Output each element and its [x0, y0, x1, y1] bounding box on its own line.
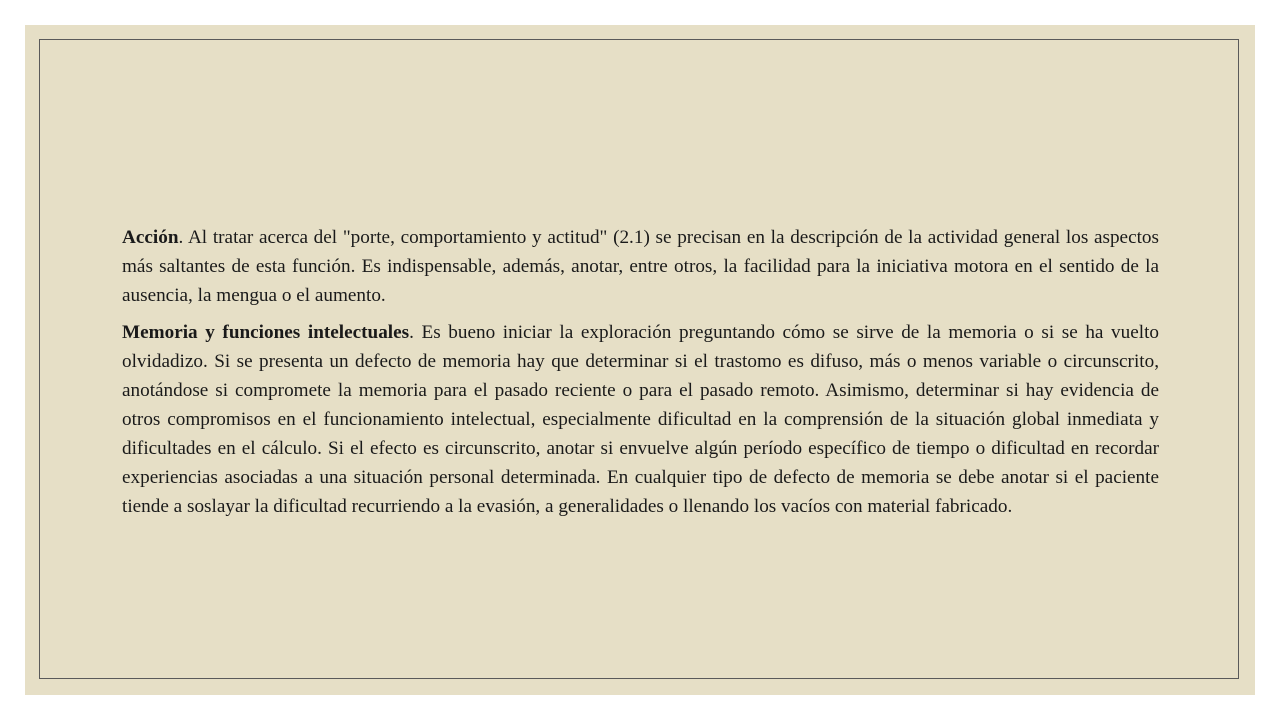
paragraph-text: . Al tratar acerca del "porte, comportamiento y actitud" (2.1) se precisan en la descripción de la actividad general los aspectos más saltantes de esta función. Es indispensable, además, anotar, entre otros, la facilidad para la iniciativa motora en el sentido de la ausencia, la mengua o el aumento.: [122, 227, 1159, 306]
paragraph-heading: Memoria y funciones intelectuales: [122, 322, 410, 343]
paragraph-memoria: [122, 318, 1159, 521]
paragraph-accion: [122, 223, 1159, 310]
paragraph-heading: Acción: [122, 227, 179, 248]
slide-body-text: [122, 223, 1159, 529]
paragraph-text: . Es bueno iniciar la exploración preguntando cómo se sirve de la memoria o si se ha vuelto olvidadizo. Si se presenta un defecto de memoria hay que determinar si el trastomo es difuso, más o menos variable o circunscrito, anotándose si compromete la memoria para el pasado reciente o para el pasado remoto. Asimismo, determinar si hay evidencia de otros compromisos en el funcionamiento intelectual, especialmente dificultad en la comprensión de la situación global inmediata y dificultades en el cálculo. Si el efecto es circunscrito, anotar si envuelve algún período específico de tiempo o dificultad en recordar experiencias asociadas a una situación personal determinada. En cualquier tipo de defecto de memoria se debe anotar si el paciente tiende a soslayar la dificultad recurriendo a la evasión, a generalidades o llenando los vacíos con material fabricado.: [122, 322, 1160, 517]
slide: [25, 25, 1255, 695]
